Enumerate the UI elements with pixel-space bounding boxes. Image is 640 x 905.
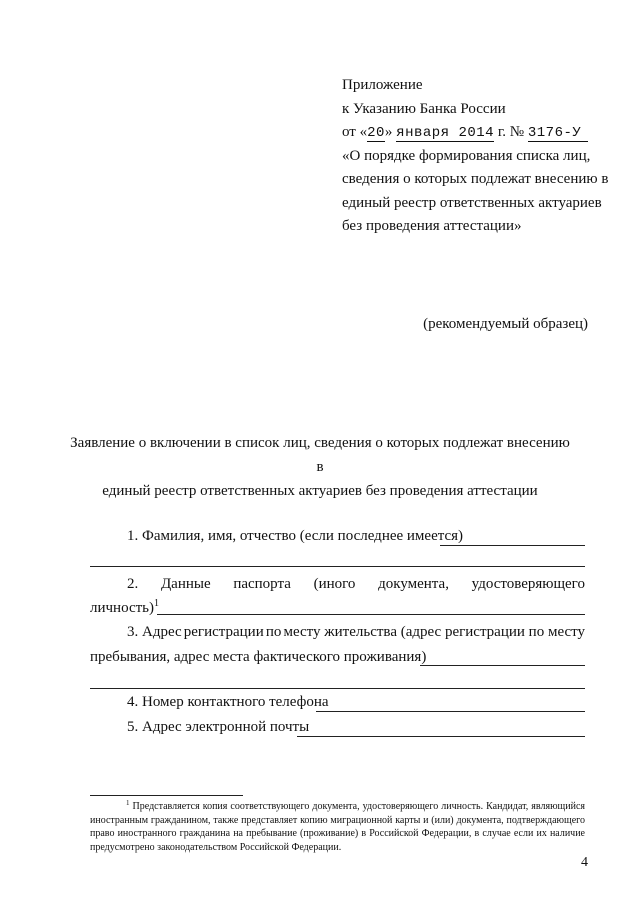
- date-mid: »: [384, 124, 393, 140]
- footnote: [90, 800, 585, 854]
- footnote-marker: 1: [126, 798, 130, 807]
- item-1-label: 1. Фамилия, имя, отчество (если последнее имеется): [127, 528, 464, 544]
- item-1-fill-line[interactable]: [440, 545, 585, 546]
- handwritten-month-year: января 2014: [396, 125, 495, 141]
- document-title: [70, 431, 570, 503]
- footnote-separator: [90, 795, 243, 796]
- annex-title: Приложение: [342, 77, 423, 93]
- item-3-word: по: [265, 624, 282, 640]
- title-line: единый реестр ответственных актуариев без проведения аттестации: [102, 483, 538, 499]
- item-2-continuation: [90, 600, 159, 617]
- annex-quote-line: без проведения аттестации»: [342, 218, 522, 234]
- title-line: Заявление о включении в список лиц, сведения о которых подлежат внесению в: [70, 435, 570, 475]
- item-5-fill-line[interactable]: [297, 736, 585, 737]
- item-3-continuation-line[interactable]: [90, 688, 585, 689]
- item-3-word: регистрации: [183, 624, 264, 640]
- item-3-fill-line[interactable]: [420, 665, 585, 666]
- item-3-word: 3. Адрес: [127, 624, 182, 640]
- annex-quote-line: единый реестр ответственных актуариев: [342, 194, 602, 211]
- item-3-row: [127, 624, 585, 641]
- item-2-word: паспорта: [233, 576, 291, 592]
- annex-header: [342, 74, 612, 239]
- handwritten-number: 3176-У: [528, 125, 588, 142]
- item-4-label: 4. Номер контактного телефона: [127, 694, 329, 710]
- page-number: 4: [581, 855, 588, 870]
- sample-label: (рекомендуемый образец): [423, 316, 588, 332]
- item-2-row: [127, 576, 585, 593]
- item-1-continuation-line[interactable]: [90, 566, 585, 567]
- item-2-word: 2.: [127, 576, 139, 592]
- annex-quote-line: «О порядке формирования списка лиц,: [342, 147, 591, 164]
- item-2-word: Данные: [160, 576, 211, 592]
- annex-issuer: к Указанию Банка России: [342, 100, 506, 117]
- item-2-cont-text: личность): [90, 600, 155, 616]
- item-2-word: (иного: [313, 576, 356, 592]
- item-2-word: документа,: [378, 576, 449, 592]
- footnote-text: Представляется копия соответствующего документа, удостоверяющего личность. Кандидат, являющийся иностранным гражданином, также представляет копию миграционной карты и (или) документа, подтверждающего право иностранного гражданина на пребывание (проживание) в Российской Федерации, в случае если их наличие предусмотрено законодательством Российской Федерации.: [90, 801, 585, 853]
- item-4-fill-line[interactable]: [316, 711, 585, 712]
- number-prefix: г. №: [497, 124, 525, 140]
- item-2-fill-line[interactable]: [157, 614, 585, 615]
- item-5-label: 5. Адрес электронной почты: [127, 719, 310, 735]
- item-3-continuation: пребывания, адрес места фактического проживания): [90, 649, 427, 665]
- footnote-ref: 1: [154, 598, 160, 609]
- annex-date-number: [342, 121, 612, 145]
- handwritten-day: 20: [367, 125, 385, 141]
- annex-quote-line: сведения о которых подлежат внесению в: [342, 171, 609, 187]
- date-prefix: от «: [342, 124, 368, 140]
- item-2-word: удостоверяющего: [471, 576, 585, 592]
- item-3-word: месту жительства (адрес регистрации по месту: [283, 624, 585, 640]
